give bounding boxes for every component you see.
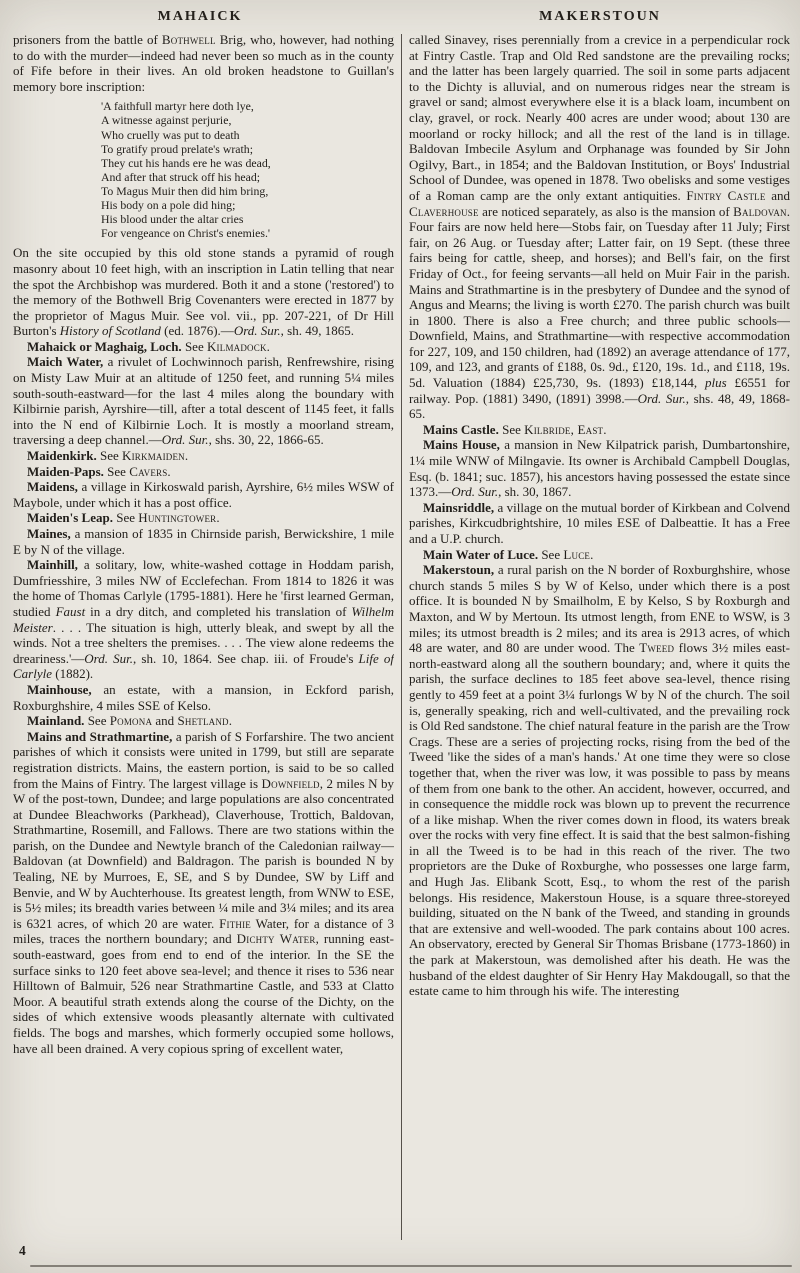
entry-headword: Mains and Strathmartine, <box>27 728 173 744</box>
entry-headword: Mainsriddle, <box>423 499 495 515</box>
entry-headword: Maidens, <box>27 479 78 495</box>
running-heads <box>0 0 800 25</box>
entry-paragraph: Mainland. See Pomona and Shetland. <box>27 713 233 729</box>
page-number: 4 <box>19 1243 26 1258</box>
running-head-right: MAKERSTOUN <box>539 9 661 24</box>
entry-paragraph: Mains Castle. See Kilbride, East. <box>423 421 607 437</box>
continuation-paragraph: called Sinavey, rises perennially from a crevice in a perpendicular rock at Fintry Castle. Trap and Old Red sandstone are the prevailing rocks; and the latter has been largely quarried. The soil in some parts adjacent to the Dichty is alluvial, and on numerous ridges near the stream is gravel or sand; almost everywhere else it is a black loam, incumbent on clay, gravel, or rock. Nearly 400 acres are under wood; about 130 are moorland or rocky hillock; and all the rest of the land is in tillage. Baldovan Imbecile Asylum and Orphanage was founded by Sir John Ogilvy, Bart., in 1854; and the Baldovan Institution, or Boys' Industrial School of Dundee, was opened in 1878. Two obelisks and some vestiges of a Roman camp are the only extant antiquities. Fintry Castle and Claverhouse are noticed separately, as also is the mansion of Baldovan. Four fairs are now held here—Stobs fair, on Tuesday after 11 July; First fair, on 26 Aug. or Tuesday after; Latter fair, on 19 Sept. (these three fairs being for cattle, sheep, and horses); and Bell's fair, on the first Friday of Oct., for feeing servants—all held on Muir Fair in the parish. Mains and Strathmartine is in the presbytery of Dundee and the synod of Angus and Mearns; the living is worth £270. The parish church was built in 1800. There is also a Free church; and three public schools—Downfield, Mains, and Strathmartine—with respective accommodation for 227, 109, and 150 children, had (1892) an average attendance of 177, 109, and 123, and grants of £188, 0s. 9d., £120, 19s. 1d., and £118, 19s. 5d. Valuation (1884) £25,730, 9s. (1893) £18,144, plus £6551 for railway. Pop. (1881) 3490, (1891) 3998.—Ord. Sur., shs. 48, 49, 1868-65. <box>409 32 790 422</box>
entry-paragraph: Maiden's Leap. See Huntingtower. <box>27 510 220 526</box>
poem-line: To Magus Muir then did him bring, <box>101 183 269 198</box>
poem-line: Who cruelly was put to death <box>101 127 240 142</box>
poem-line: His blood under the altar cries <box>101 212 244 227</box>
scan-bottom-edge <box>30 1265 792 1267</box>
poem-line: A witnesse against perjurie, <box>101 113 232 128</box>
entry-paragraph: Mainhouse, an estate, with a mansion, in Eckford parish, Roxburghshire, 4 miles SSE of Kelso. <box>13 681 394 713</box>
left-column <box>13 32 394 1240</box>
entry-headword: Mainhouse, <box>27 681 92 697</box>
entry-headword: Mainhill, <box>27 557 78 573</box>
entry-paragraph: Mains House, a mansion in New Kilpatrick parish, Dumbartonshire, 1¼ mile WNW of Milngavie. Its owner is Archibald Campbell Douglas, Esq. (b. 1841; suc. 1857), his ancestors having possessed the estate since 1373.—Ord. Sur., sh. 30, 1867. <box>409 437 790 500</box>
entry-paragraph: Mainsriddle, a village on the mutual border of Kirkbean and Colvend parishes, Kirkcudbrightshire, 10 miles ESE of Dalbeattie. It has a Free and a U.P. church. <box>409 499 790 546</box>
entry-paragraph: Maich Water, a rivulet of Lochwinnoch parish, Renfrewshire, rising on Misty Law Muir at an altitude of 1250 feet, and running 5¼ miles south-south-eastward—for the last 4 miles along the boundary with Kilbirnie parish, Ayrshire—till, after a total descent of 1145 feet, it falls into the N end of Kilbirnie Loch. It is mostly a moorland stream, traversing a deep channel.—Ord. Sur., shs. 30, 22, 1866-65. <box>13 354 394 448</box>
entry-headword: Maidenkirk. <box>27 448 97 464</box>
entry-paragraph: Maiden-Paps. See Cavers. <box>27 463 171 479</box>
entry-headword: Mahaick or Maghaig, Loch. <box>27 338 182 354</box>
entry-headword: Mainland. <box>27 713 85 729</box>
poem-line: To gratify proud prelate's wrath; <box>101 141 253 156</box>
poem-line: For vengeance on Christ's enemies.' <box>101 226 271 241</box>
entry-headword: Maines, <box>27 526 71 541</box>
entry-paragraph: Maidens, a village in Kirkoswald parish, Ayrshire, 6½ miles WSW of Maybole, under which it has a post office. <box>13 479 394 510</box>
continuation-paragraph: prisoners from the battle of Bothwell Brig, who, however, had nothing to do with the murder—indeed had never been so much as in the county of Fife before in their lives. An old broken headstone to Guillan's memory bore inscription: <box>13 32 394 94</box>
entry-paragraph: Mains and Strathmartine, a parish of S Forfarshire. The two ancient parishes of which it consists were united in 1799, but still are separate registration districts. Mains, the eastern portion, is said to be so called from the Mains of Fintry. The largest village is Downfield, 2 miles N by W of the post-town, Dundee; and large populations are also concentrated at Dundee Bleachworks (Parkhead), Claverhouse, Trottich, Baldovan, Strathmartine, Rosemill, and Fallows. There are two stations within the parish, on the Dundee and Newtyle branch of the Caledonian railway—Baldovan (at Downfield) and Baldragon. The parish is bounded N by Tealing, NE by Murroes, E, SE, and S by Dundee, SW by Liff and Benvie, and W by Auchterhouse. Its greatest length, from WNW to ESE, is 5½ miles; its breadth varies between ¼ mile and 3¼ miles; and its area is 6321 acres, of which 20 are water. Fithie Water, for a distance of 3 miles, traces the northern boundary; and Dichty Water, running east-south-eastward, goes from end to end of the interior. In the SE the surface sinks to 120 feet above sea-level; and thence it rises to 536 near Hilltown of Balmuir, 526 near Strathmartine Castle, and 533 at Clatto Moor. A beautiful strath extends along the course of the Dichty, on the sides of which extensive woods pleasantly alternate with cultivated fields. The bogs and marshes, which formerly occupied some hollows, have all been drained. A very copious spring of excellent water, <box>13 728 394 1056</box>
entry-paragraph: Makerstoun, a rural parish on the N border of Roxburghshire, whose church stands 5 miles S by W of Kelso, under which there is a post office. It is bounded N by Smailholm, E by Kelso, S by Roxburgh and Maxton, and W by Mertoun. Its utmost length, from ENE to WSW, is 3 miles; its utmost breadth is 2 miles; and its area is 2913 acres, of which 48 are water, and 80 are under wood. The Tweed flows 3½ miles east-north-eastward along all the southern boundary; and, where it quits the parish, the surface declines to 185 feet above sea-level, thence rising gently to 459 feet at a point 3¼ furlongs W by N of the church. The soil is, generally speaking, rich and well-cultivated, and the prevailing rock is Old Red sandstone. The chief natural feature in the parish are the Trow Crags. These are a series of projecting rocks, rising from the bed of the Tweed 'like the sides of a man's hands.' At one time they were so close together that, when the river was low, it was possible to pass by means of them from one bank to the other. An accident, however, occurred, and in consequence the middle rock was blown up to prevent the recurrence of a like mishap. When the river comes down in flood, its waters break over the rocks with very fine effect. It is said that the best salmon-fishing in all the Tweed is to be had in this reach of the river. The two proprietors are the Duke of Roxburghe, who possesses one large farm, and Hugh Jas. Elibank Scott, Esq., to whom the rest of the parish belongs. His residence, Makerstoun House, is a square three-storeyed building, situated on the N bank of the Tweed, and standing in grounds that are extensive and well-wooded. The park contains about 100 acres. An observatory, erected by General Sir Thomas Brisbane (1773-1860) in the park at Makerstoun, was demolished after his death. He was the husband of the eldest daughter of Sir Henry Hay Makdougall, so that the estate came to him through his wife. The interesting <box>409 562 790 999</box>
right-column <box>409 32 790 1240</box>
column-divider <box>401 34 402 1240</box>
poem-line: They cut his hands ere he was dead, <box>101 155 271 170</box>
entry-headword: Makerstoun, <box>423 562 495 578</box>
entry-headword: Main Water of Luce. <box>423 546 539 562</box>
entry-headword: Maiden's Leap. <box>27 510 113 526</box>
entry-paragraph: Maidenkirk. See Kirkmaiden. <box>27 448 189 464</box>
entry-headword: Mains House, <box>423 437 500 453</box>
entry-paragraph: Mainhill, a solitary, low, white-washed cottage in Hoddam parish, Dumfriesshire, 3 miles NW of Ecclefechan. From 1814 to 1826 it was the home of Thomas Carlyle (1795-1881). Here he 'first learned German, studied Faust in a dry ditch, and completed his translation of Wilhelm Meister. . . . The situation is high, utterly bleak, and swept by all the winds. Not a tree shelters the premises. . . . The view alone redeems the dreariness.'—Ord. Sur., sh. 10, 1864. See chap. iii. of Froude's Life of Carlyle (1882). <box>13 557 394 682</box>
running-head-left: MAHAICK <box>157 9 243 24</box>
entry-paragraph: Mahaick or Maghaig, Loch. See Kilmadock. <box>27 338 270 354</box>
continuation-paragraph: On the site occupied by this old stone stands a pyramid of rough masonry about 10 feet high, with an inscription in Latin telling that near the spot the Archbishop was murdered. Both it and a stone ('restored') to the memory of the Bothwell Brig Covenanters were erected in 1877 by the proprietor of Magus Muir. See vol. vii., pp. 207-221, of Dr Hill Burton's History of Scotland (ed. 1876).—Ord. Sur., sh. 49, 1865. <box>13 245 394 339</box>
poem-line: And after that struck off his head; <box>101 169 260 184</box>
entry-headword: Maich Water, <box>27 354 104 370</box>
text-columns <box>0 25 800 1240</box>
inscription-poem <box>101 99 394 240</box>
poem-line: His body on a pole did hing; <box>101 198 236 213</box>
entry-headword: Maiden-Paps. <box>27 463 104 479</box>
entry-paragraph: Maines, a mansion of 1835 in Chirnside parish, Berwickshire, 1 mile E by N of the village. <box>13 526 394 557</box>
poem-line: 'A faithfull martyr here doth lye, <box>101 99 254 114</box>
entry-paragraph: Main Water of Luce. See Luce. <box>423 546 594 562</box>
entry-headword: Mains Castle. <box>423 421 499 437</box>
